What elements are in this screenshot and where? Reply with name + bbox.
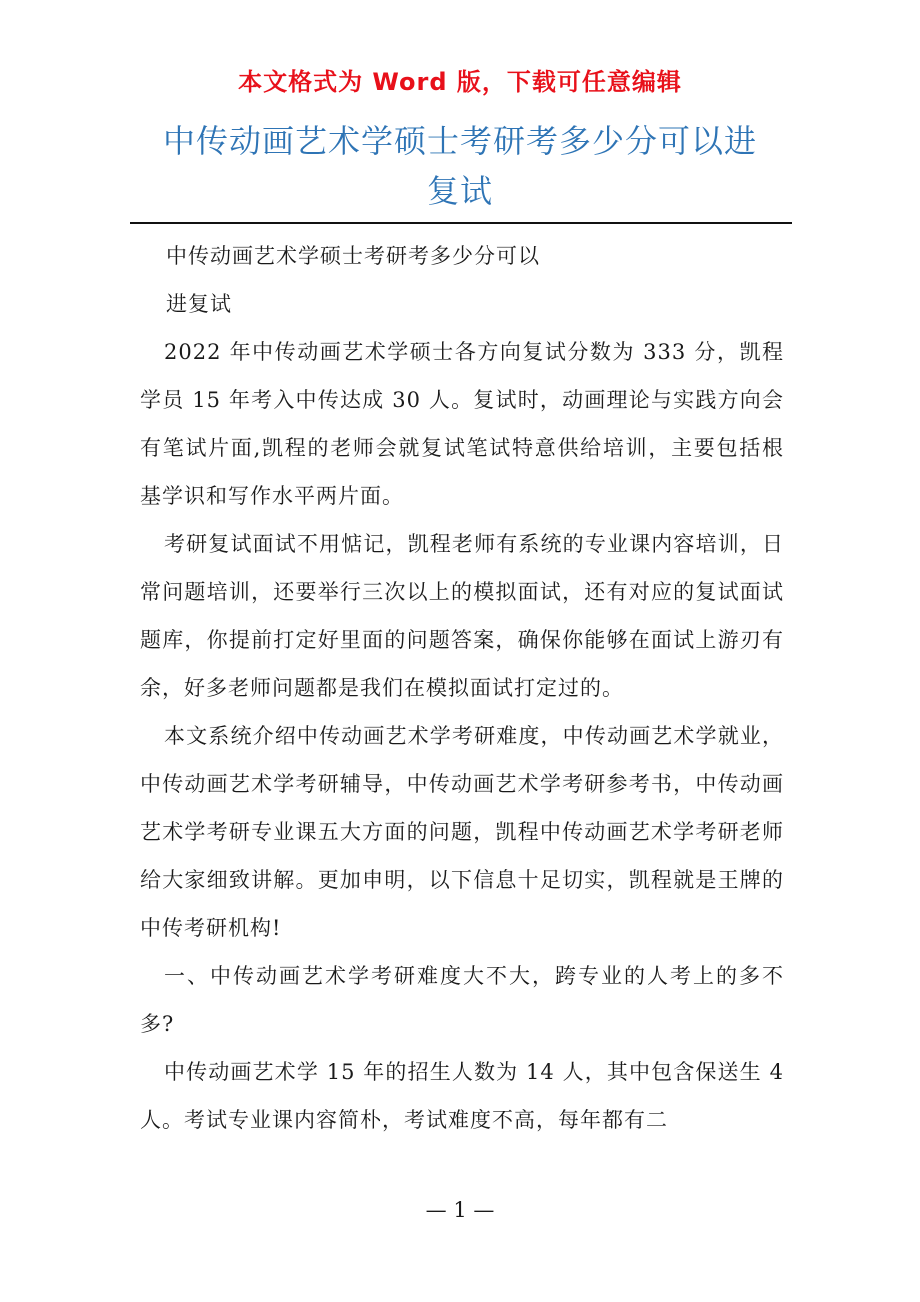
paragraph-intro: 本文系统介绍中传动画艺术学考研难度，中传动画艺术学就业，中传动画艺术学考研辅导，中传动画艺术学考研参考书，中传动画艺术学考研专业课五大方面的问题，凯程中传动画艺术学考研老师给大家细致讲解。更加申明，以下信息十足切实，凯程就是王牌的中传考研机构! <box>140 724 784 940</box>
format-banner: 本文格式为 Word 版，下载可任意编辑 <box>238 68 682 96</box>
paragraph-subtitle-2: 进复试 <box>166 292 232 316</box>
paragraph-retest-score: 2022 年中传动画艺术学硕士各方向复试分数为 333 分，凯程学员 15 年考入中传达成 30 人。复试时，动画理论与实践方向会有笔试片面,凯程的老师会就复试笔试特意供给培训，主要包括根基学识和写作水平两片面。 <box>140 340 784 508</box>
paragraph-interview: 考研复试面试不用惦记，凯程老师有系统的专业课内容培训，日常问题培训，还要举行三次以上的模拟面试，还有对应的复试面试题库，你提前打定好里面的问题答案，确保你能够在面试上游刃有余，好多老师问题都是我们在模拟面试打定过的。 <box>140 532 784 700</box>
paragraph-enrollment: 中传动画艺术学 15 年的招生人数为 14 人，其中包含保送生 4 人。考试专业课内容简朴，考试难度不高，每年都有二 <box>140 1060 784 1132</box>
title-line-1: 中传动画艺术学硕士考研考多少分可以进 <box>162 122 757 160</box>
document-title <box>130 116 790 216</box>
title-line-2: 复试 <box>426 172 493 210</box>
title-divider <box>130 222 792 224</box>
paragraph-subtitle-1: 中传动画艺术学硕士考研考多少分可以 <box>166 244 540 268</box>
page-number: — 1 — <box>425 1198 495 1222</box>
document-body <box>140 232 784 1144</box>
paragraph-section-heading: 一、中传动画艺术学考研难度大不大，跨专业的人考上的多不多? <box>140 964 784 1036</box>
